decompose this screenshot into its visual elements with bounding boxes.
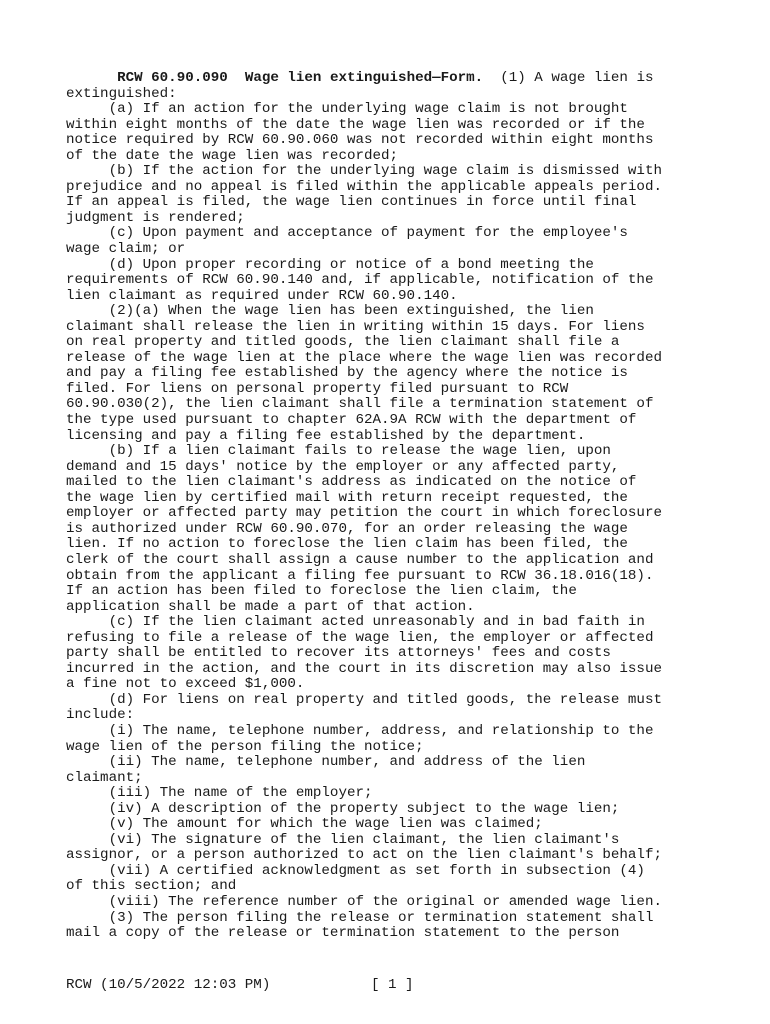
text-line: is authorized under RCW 60.90.070, for an order releasing the wage	[66, 520, 628, 537]
text-line: (b) If the action for the underlying wage claim is dismissed with	[66, 163, 662, 180]
text-line: (v) The amount for which the wage lien was claimed;	[66, 816, 543, 833]
text-line: requirements of RCW 60.90.140 and, if applicable, notification of the	[66, 272, 654, 289]
text-line: wage claim; or	[66, 241, 186, 258]
text-line: release of the wage lien at the place where the wage lien was recorded	[66, 349, 662, 366]
text-line: refusing to file a release of the wage lien, the employer or affected	[66, 629, 654, 646]
section-heading-line	[66, 71, 756, 87]
text-line: (viii) The reference number of the original or amended wage lien.	[66, 893, 662, 910]
text-line: (c) Upon payment and acceptance of payment for the employee's	[66, 225, 628, 242]
text-line: (d) For liens on real property and titled goods, the release must	[66, 691, 662, 708]
text-line: (a) If an action for the underlying wage claim is not brought	[66, 101, 628, 118]
text-line: assignor, or a person authorized to act on the lien claimant's behalf;	[66, 847, 662, 864]
section-citation: RCW 60.90.090	[117, 70, 228, 86]
text-line: (b) If a lien claimant fails to release the wage lien, upon	[66, 443, 611, 460]
text-line: on real property and titled goods, the lien claimant shall file a	[66, 334, 620, 351]
text-line: (d) Upon proper recording or notice of a bond meeting the	[66, 256, 594, 273]
text-line: prejudice and no appeal is filed within the applicable appeals period.	[66, 178, 662, 195]
section-title: Wage lien extinguished—Form.	[244, 70, 484, 86]
footer-date: RCW (10/5/2022 12:03 PM)	[66, 977, 271, 993]
text-line: notice required by RCW 60.90.060 was not recorded within eight months	[66, 132, 654, 149]
text-line: If an action has been filed to foreclose the lien claim, the	[66, 583, 577, 600]
text-line: of this section; and	[66, 878, 237, 895]
text-line: If an appeal is filed, the wage lien continues in force until final	[66, 194, 637, 211]
text-line: judgment is rendered;	[66, 209, 245, 226]
text-line: filed. For liens on personal property filed pursuant to RCW	[66, 380, 569, 397]
text-line: (iv) A description of the property subject to the wage lien;	[66, 800, 620, 817]
text-line: (2)(a) When the wage lien has been extinguished, the lien	[66, 303, 594, 320]
text-line: mailed to the lien claimant's address as indicated on the notice of	[66, 474, 637, 491]
text-line: licensing and pay a filing fee established by the department.	[66, 427, 586, 444]
text-line: (i) The name, telephone number, address, and relationship to the	[66, 722, 654, 739]
text-line: claimant shall release the lien in writing within 15 days. For liens	[66, 318, 645, 335]
text-line: party shall be entitled to recover its attorneys' fees and costs	[66, 645, 611, 662]
text-line: within eight months of the date the wage lien was recorded or if the	[66, 116, 645, 133]
statute-body	[66, 71, 756, 942]
text-line: incurred in the action, and the court in its discretion may also issue	[66, 660, 662, 677]
text-line: extinguished:	[66, 85, 177, 102]
text-line: lien claimant as required under RCW 60.90.140.	[66, 287, 458, 304]
text-lines	[66, 87, 756, 942]
text-line: clerk of the court shall assign a cause number to the application and	[66, 551, 654, 568]
text-line: (vi) The signature of the lien claimant, the lien claimant's	[66, 831, 620, 848]
heading-line-text: (1) A wage lien is	[483, 70, 654, 86]
text-line: lien. If no action to foreclose the lien claim has been filed, the	[66, 536, 628, 553]
text-line: include:	[66, 707, 135, 724]
text-line: of the date the wage lien was recorded;	[66, 147, 399, 164]
text-line: (c) If the lien claimant acted unreasonably and in bad faith in	[66, 614, 645, 631]
text-line: the type used pursuant to chapter 62A.9A RCW with the department of	[66, 412, 637, 429]
text-line: (ii) The name, telephone number, and address of the lien	[66, 754, 586, 771]
text-line: 60.90.030(2), the lien claimant shall file a termination statement of	[66, 396, 654, 413]
text-line: demand and 15 days' notice by the employer or any affected party,	[66, 458, 620, 475]
text-line: claimant;	[66, 769, 143, 786]
page-number: [ 1 ]	[371, 977, 414, 993]
text-line: a fine not to exceed $1,000.	[66, 676, 305, 693]
text-line: obtain from the applicant a filing fee pursuant to RCW 36.18.016(18).	[66, 567, 654, 584]
text-line: (3) The person filing the release or termination statement shall	[66, 909, 654, 926]
text-line: wage lien of the person filing the notice;	[66, 738, 424, 755]
text-line: (vii) A certified acknowledgment as set forth in subsection (4)	[66, 862, 645, 879]
text-line: application shall be made a part of that action.	[66, 598, 475, 615]
text-line: mail a copy of the release or termination statement to the person	[66, 925, 620, 942]
text-line: and pay a filing fee established by the agency where the notice is	[66, 365, 628, 382]
text-line: employer or affected party may petition the court in which foreclosure	[66, 505, 662, 522]
text-line: (iii) The name of the employer;	[66, 785, 373, 802]
text-line: the wage lien by certified mail with return receipt requested, the	[66, 489, 628, 506]
